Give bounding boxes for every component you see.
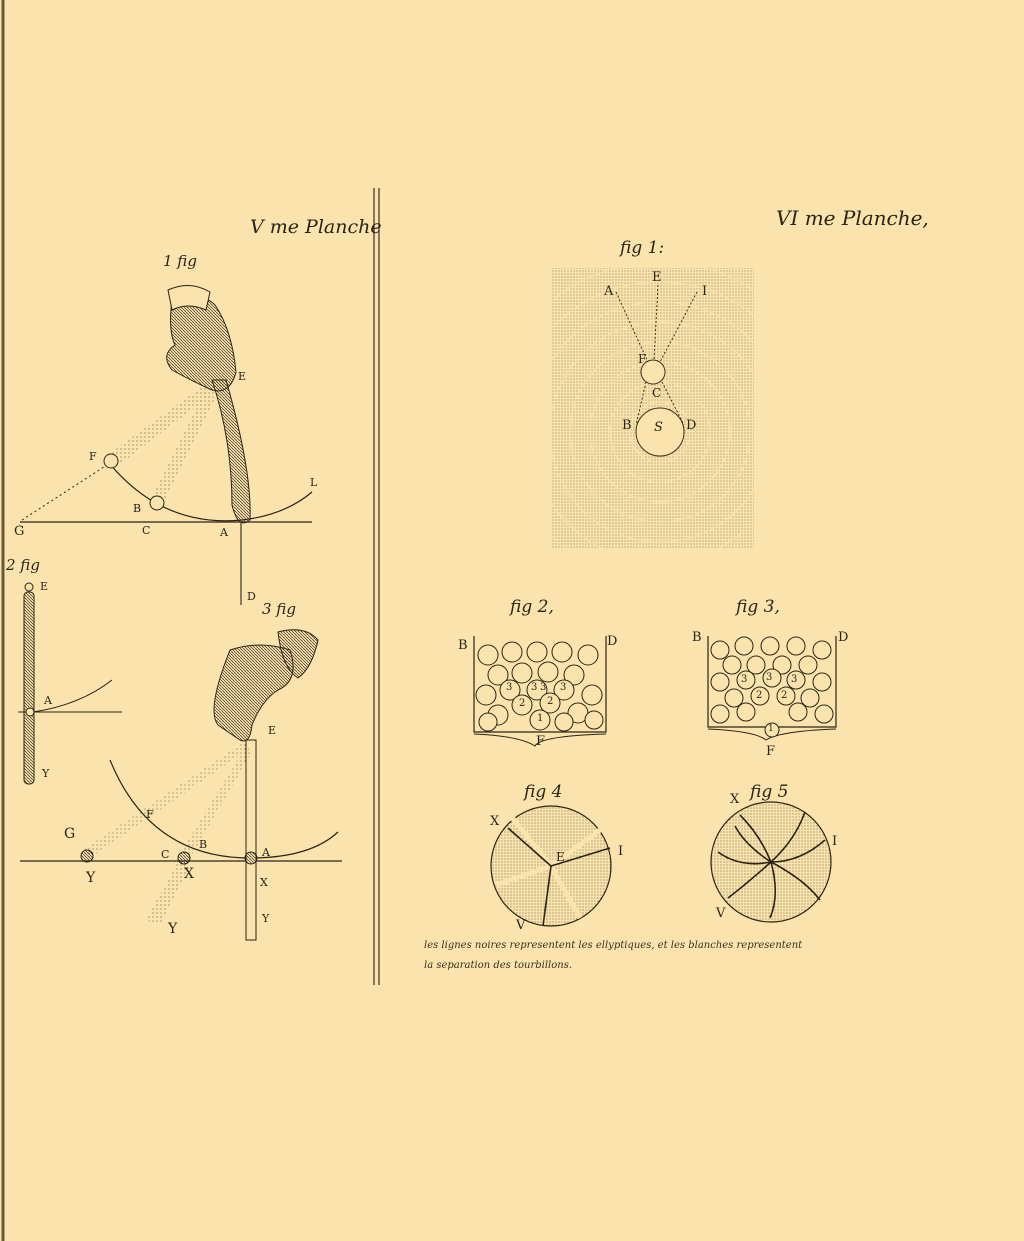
fig3-ball-num-6: 1 [768, 724, 774, 734]
rfig5-label-x: X [730, 792, 740, 807]
rfig2-label-d: D [607, 634, 618, 649]
fig2-ball-num-5: 2 [519, 698, 526, 709]
rfig1-label-b: B [622, 418, 632, 433]
rfig3-label-f: F [766, 744, 776, 759]
left-fig1-caption: 1 fig [163, 252, 197, 270]
fig2-ball-num-1: 3 [506, 682, 513, 693]
rfig4-label-x: X [490, 814, 500, 829]
rfig4-label-e: E [556, 850, 565, 864]
fig3-label-x1: X [184, 866, 194, 882]
right-plate-title: VI me Planche, [776, 206, 929, 230]
handwritten-note-line-1: les lignes noires representent les ellyptiques, et les blanches representent [424, 940, 803, 951]
fig1-label-b: B [133, 502, 142, 515]
rfig3-label-b: B [692, 630, 702, 645]
rfig1-label-s: S [654, 420, 663, 435]
fig2-ball-num-4: 3 [560, 682, 567, 693]
fig3-ball-num-4: 2 [756, 690, 763, 701]
rfig3-label-d: D [838, 630, 849, 645]
fig3-label-e: E [268, 724, 277, 737]
fig3-ball-num-1: 3 [741, 674, 748, 685]
fig2-ball-num-6: 2 [547, 696, 554, 707]
fig2-ball-num-7: 1 [537, 713, 544, 724]
rfig1-label-a: A [604, 284, 614, 299]
handwritten-note-line-2: la separation des tourbillons. [424, 960, 573, 971]
rfig4-label-i: I [618, 844, 624, 859]
rfig5-label-v: V [716, 906, 726, 921]
fig3-label-x2: X [260, 876, 268, 889]
fig1-label-f: F [89, 450, 97, 463]
fig1-label-c: C [142, 524, 151, 537]
fig3-label-a: A [262, 846, 270, 859]
rfig2-label-b: B [458, 638, 468, 653]
fig2-ball-num-2: 3 [531, 682, 538, 693]
fig3-label-b: B [199, 838, 208, 851]
fig2-label-a: A [44, 694, 52, 707]
fig3-ball-num-5: 2 [781, 690, 788, 701]
rfig1-label-i: I [702, 284, 708, 299]
left-fig3-caption: 3 fig [262, 600, 296, 618]
rfig1-label-d: D [686, 418, 697, 433]
fig1-label-a: A [220, 526, 228, 539]
right-fig5-caption: fig 5 [750, 782, 789, 802]
right-fig4-caption: fig 4 [524, 782, 563, 802]
rfig5-label-i: I [832, 834, 838, 849]
fig3-label-y3: Y [168, 921, 178, 937]
fig3-label-y2: Y [262, 912, 270, 925]
fig2-label-e: E [40, 580, 49, 593]
fig3-label-g: G [64, 826, 76, 842]
fig1-label-g: G [14, 524, 25, 539]
fig3-label-c: C [161, 848, 170, 861]
rfig1-label-c: C [652, 386, 662, 400]
fig3-label-f: F [146, 808, 154, 821]
left-fig2-caption: 2 fig [6, 556, 40, 574]
right-fig1-caption: fig 1: [620, 238, 665, 258]
fig3-ball-num-2: 3 [766, 672, 773, 683]
fig2-label-y: Y [42, 767, 50, 780]
left-plate-title: V me Planche [250, 216, 382, 238]
rfig2-label-f: F [536, 734, 546, 749]
rfig1-label-f: F [638, 352, 647, 366]
fig1-label-d: D [247, 590, 256, 603]
fig3-label-y1: Y [86, 870, 96, 886]
fig2-ball-num-3: 3 [540, 682, 547, 693]
rfig1-label-e: E [652, 270, 662, 285]
fig1-label-e: E [238, 370, 247, 383]
fig1-label-l: L [310, 476, 318, 489]
right-fig2-caption: fig 2, [510, 597, 554, 617]
right-fig3-caption: fig 3, [736, 597, 780, 617]
fig3-ball-num-3: 3 [791, 674, 798, 685]
rfig4-label-v: V [516, 918, 526, 933]
